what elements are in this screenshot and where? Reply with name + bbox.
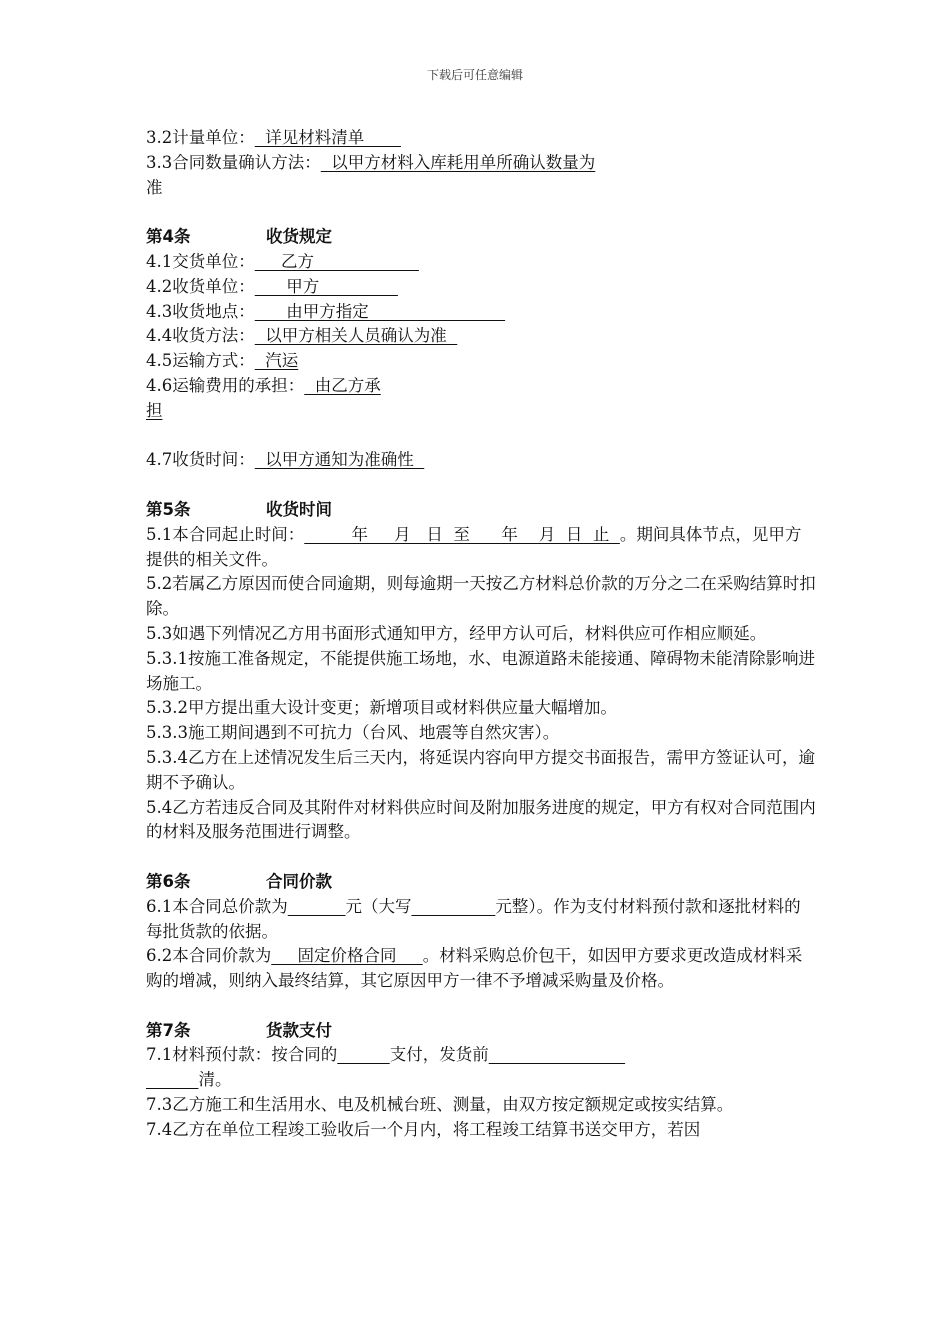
clause-text: 4.1交货单位： [146,251,255,271]
clause-text: 4.3收货地点： [146,301,255,321]
clause-5-3-3: 5.3.3施工期间遇到不可抗力（台风、地震等自然灾害）。 [146,723,560,743]
section-title: 合同价款 [266,871,332,891]
clause-text: 4.7收货时间： [146,450,255,470]
clause-4-4 [146,324,816,349]
clause-text: 清。 [198,1070,232,1090]
section-number: 第5条 [146,499,191,519]
clause-text: 7.1材料预付款：按合同的 [146,1045,338,1065]
clause-5-2: 5.2若属乙方原因而使合同逾期，则每逾期一天按乙方材料总价款的万分之二在采购结算时扣除。 [146,574,816,619]
clause-6-2 [146,944,816,994]
fill-field: 以甲方通知为准确性 [254,450,425,470]
clause-text: 元（大写 [345,896,412,916]
clause-7-4: 7.4乙方在单位工程竣工验收后一个月内，将工程竣工结算书送交甲方，若因 [146,1119,701,1139]
fill-field: 由乙方承 [304,375,381,395]
clause-text: 元整）。作为支付材料预付款和逐批材料的每批货款的依据。 [146,896,801,941]
page-header: 下载后可任意编辑 [426,68,523,82]
clause-4-6-cont [146,399,816,424]
fill-field: 详见材料清单 [254,128,401,147]
section-number: 第4条 [146,227,191,247]
clause-4-1 [146,250,816,275]
fill-field: 固定价格合同 [271,946,423,966]
clause-text: 。材料采购总价包干，如因甲方要求更改造成材料采购的增减，则纳入最终结算，其它原因甲方一律不予增减采购量及价格。 [146,946,803,991]
fill-field [411,897,495,916]
clause-3-2 [146,126,816,151]
fill-field: 汽运 [254,351,299,371]
clause-4-5 [146,349,816,374]
document-body [146,126,816,1143]
section-number: 第7条 [146,1020,191,1040]
clause-text: 。期间具体节点，见甲方提供的相关文件。 [146,524,802,569]
clause-5-3-2: 5.3.2甲方提出重大设计变更；新增项目或材料供应量大幅增加。 [146,698,617,718]
fill-field [489,1045,625,1064]
fill-field: 以甲方相关人员确认为准 [254,326,458,346]
clause-text: 6.1本合同总价款为 [146,896,288,916]
section-title: 货款支付 [266,1020,332,1040]
clause-text: 4.2收货单位： [146,276,255,296]
clause-3-3-cont: 准 [146,177,163,197]
fill-field: 由甲方指定 [254,301,506,321]
clause-5-3-1: 5.3.1按施工准备规定，不能提供施工场地，水、电源道路未能接通、障碍物未能清除影响进场施工。 [146,648,815,693]
section-title: 收货时间 [266,499,332,519]
clause-7-3: 7.3乙方施工和生活用水、电及机械台班、测量，由双方按定额规定或按实结算。 [146,1095,734,1115]
section-number: 第6条 [146,871,191,891]
section-heading-5 [146,498,816,523]
clause-text: 4.6运输费用的承担： [146,375,305,395]
clause-7-1 [146,1043,816,1068]
clause-4-3 [146,300,816,325]
fill-field [337,1045,389,1064]
clause-text: 3.3合同数量确认方法： [146,152,321,172]
clause-text: 6.2本合同价款为 [146,946,272,966]
fill-field [146,1070,198,1089]
clause-text: 4.5运输方式： [146,351,255,371]
fill-field: 以甲方材料入库耗用单所确认数量为 [320,152,596,172]
fill-field: 乙方 [254,251,419,271]
fill-field: 担 [146,400,163,420]
fill-field: 甲方 [254,276,398,296]
clause-4-6 [146,374,816,399]
clause-5-1 [146,523,816,573]
clause-5-3: 5.3如遇下列情况乙方用书面形式通知甲方，经甲方认可后，材料供应可作相应顺延。 [146,623,767,643]
section-heading-6 [146,870,816,895]
clause-5-3-4: 5.3.4乙方在上述情况发生后三天内，将延误内容向甲方提交书面报告，需甲方签证认可，逾期不予确认。 [146,747,815,792]
section-title: 收货规定 [266,227,332,247]
fill-field: 年 月 日 至 年 月 日 止 [304,524,620,544]
clause-text: 5.1本合同起止时间： [146,524,305,544]
section-heading-7 [146,1019,816,1044]
clause-text: 支付，发货前 [389,1045,489,1065]
clause-5-4: 5.4乙方若违反合同及其附件对材料供应时间及附加服务进度的规定，甲方有权对合同范围内的材料及服务范围进行调整。 [146,797,816,842]
clause-text: 3.2计量单位： [146,128,255,147]
clause-3-3 [146,151,816,176]
clause-text: 4.4收货方法： [146,326,255,346]
fill-field [288,897,346,916]
section-heading-4 [146,225,816,250]
clause-6-1 [146,895,816,945]
clause-4-2 [146,275,816,300]
clause-7-1-cont [146,1068,816,1093]
clause-4-7 [146,448,816,473]
